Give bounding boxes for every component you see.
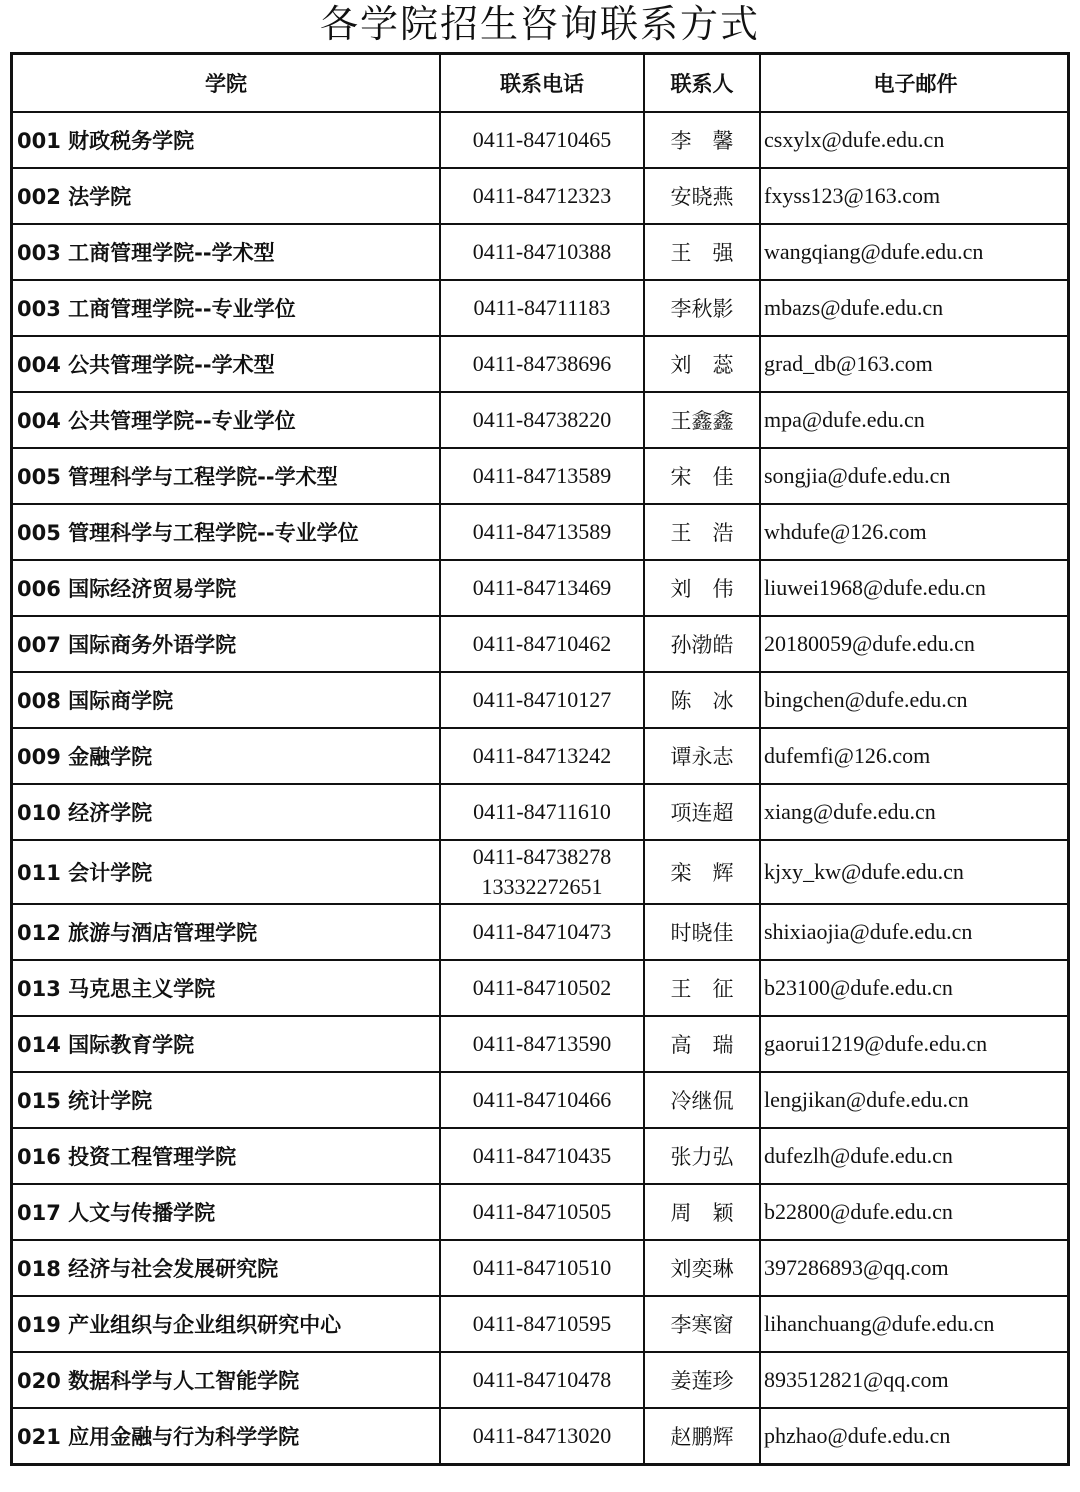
school-cell: 021 应用金融与行为科学学院: [12, 1408, 441, 1465]
school-cell: 015 统计学院: [12, 1072, 441, 1128]
table-row: [12, 904, 1069, 960]
contact-cell: 刘 伟: [644, 560, 760, 616]
phone-cell: [440, 904, 644, 960]
contact-cell: 周 颖: [644, 1184, 760, 1240]
phone-number: 0411-84738220: [472, 407, 612, 432]
header-contact: 联系人: [644, 54, 760, 113]
school-cell: 008 国际商学院: [12, 672, 441, 728]
table-row: [12, 728, 1069, 784]
contact-cell: 李秋影: [644, 280, 760, 336]
table-row: [12, 1128, 1069, 1184]
phone-cell: [440, 280, 644, 336]
school-cell: 009 金融学院: [12, 728, 441, 784]
school-cell: 018 经济与社会发展研究院: [12, 1240, 441, 1296]
table-row: [12, 560, 1069, 616]
phone-cell: [440, 672, 644, 728]
school-cell: 010 经济学院: [12, 784, 441, 840]
phone-cell: [440, 560, 644, 616]
phone-cell: [440, 1128, 644, 1184]
phone-cell: [440, 1352, 644, 1408]
school-cell: 012 旅游与酒店管理学院: [12, 904, 441, 960]
school-cell: 001 财政税务学院: [12, 112, 441, 168]
phone-cell: [440, 960, 644, 1016]
phone-cell: [440, 616, 644, 672]
phone-cell: [440, 1240, 644, 1296]
phone-cell: [440, 840, 644, 904]
table-row: [12, 1016, 1069, 1072]
phone-cell: [440, 448, 644, 504]
school-cell: 014 国际教育学院: [12, 1016, 441, 1072]
phone-number: 0411-84710388: [472, 239, 612, 264]
email-cell: bingchen@dufe.edu.cn: [760, 672, 1069, 728]
email-cell: xiang@dufe.edu.cn: [760, 784, 1069, 840]
email-cell: 397286893@qq.com: [760, 1240, 1069, 1296]
table-row: [12, 616, 1069, 672]
phone-number: 0411-84710595: [472, 1311, 612, 1336]
phone-cell: [440, 728, 644, 784]
email-cell: wangqiang@dufe.edu.cn: [760, 224, 1069, 280]
contact-cell: 谭永志: [644, 728, 760, 784]
contact-cell: 高 瑞: [644, 1016, 760, 1072]
contact-cell: 王鑫鑫: [644, 392, 760, 448]
table-row: [12, 336, 1069, 392]
contact-cell: 孙渤皓: [644, 616, 760, 672]
table-row: [12, 1240, 1069, 1296]
contact-cell: 刘奕琳: [644, 1240, 760, 1296]
email-cell: mpa@dufe.edu.cn: [760, 392, 1069, 448]
contact-cell: 项连超: [644, 784, 760, 840]
school-cell: 003 工商管理学院--学术型: [12, 224, 441, 280]
table-row: [12, 504, 1069, 560]
school-cell: 002 法学院: [12, 168, 441, 224]
phone-cell: [440, 504, 644, 560]
contact-cell: 陈 冰: [644, 672, 760, 728]
contact-cell: 时晓佳: [644, 904, 760, 960]
table-row: [12, 960, 1069, 1016]
email-cell: lihanchuang@dufe.edu.cn: [760, 1296, 1069, 1352]
contact-cell: 王 征: [644, 960, 760, 1016]
phone-cell: [440, 784, 644, 840]
phone-cell: [440, 1408, 644, 1465]
table-row: [12, 168, 1069, 224]
phone-number: 0411-84713589: [472, 463, 612, 488]
phone-number: 0411-84738278: [472, 844, 612, 869]
table-row: [12, 392, 1069, 448]
phone-number: 0411-84713469: [472, 575, 612, 600]
school-cell: 004 公共管理学院--专业学位: [12, 392, 441, 448]
table-row: [12, 672, 1069, 728]
school-cell: 017 人文与传播学院: [12, 1184, 441, 1240]
phone-number: 0411-84713242: [472, 743, 612, 768]
email-cell: b22800@dufe.edu.cn: [760, 1184, 1069, 1240]
phone-number: 0411-84713590: [472, 1031, 612, 1056]
school-cell: 007 国际商务外语学院: [12, 616, 441, 672]
contact-cell: 安晓燕: [644, 168, 760, 224]
email-cell: fxyss123@163.com: [760, 168, 1069, 224]
table-row: [12, 1296, 1069, 1352]
school-cell: 020 数据科学与人工智能学院: [12, 1352, 441, 1408]
school-cell: 005 管理科学与工程学院--专业学位: [12, 504, 441, 560]
phone-number: 0411-84710478: [472, 1367, 612, 1392]
school-cell: 003 工商管理学院--专业学位: [12, 280, 441, 336]
header-school: 学院: [12, 54, 441, 113]
email-cell: gaorui1219@dufe.edu.cn: [760, 1016, 1069, 1072]
table-row: [12, 1408, 1069, 1465]
table-row: [12, 1352, 1069, 1408]
table-row: [12, 280, 1069, 336]
phone-cell: [440, 392, 644, 448]
phone-number: 0411-84710127: [472, 687, 612, 712]
phone-cell: [440, 1072, 644, 1128]
school-cell: 005 管理科学与工程学院--学术型: [12, 448, 441, 504]
email-cell: csxylx@dufe.edu.cn: [760, 112, 1069, 168]
contact-cell: 栾 辉: [644, 840, 760, 904]
school-cell: 016 投资工程管理学院: [12, 1128, 441, 1184]
table-row: [12, 448, 1069, 504]
contact-cell: 李寒窗: [644, 1296, 760, 1352]
phone-number: 0411-84710466: [472, 1087, 612, 1112]
email-cell: lengjikan@dufe.edu.cn: [760, 1072, 1069, 1128]
contact-cell: 李 馨: [644, 112, 760, 168]
school-cell: 006 国际经济贸易学院: [12, 560, 441, 616]
email-cell: b23100@dufe.edu.cn: [760, 960, 1069, 1016]
phone-number: 0411-84710473: [472, 919, 612, 944]
table-row: [12, 1072, 1069, 1128]
school-cell: 011 会计学院: [12, 840, 441, 904]
contact-cell: 宋 佳: [644, 448, 760, 504]
email-cell: phzhao@dufe.edu.cn: [760, 1408, 1069, 1465]
contact-table: [10, 52, 1070, 1466]
email-cell: 893512821@qq.com: [760, 1352, 1069, 1408]
table-row: [12, 840, 1069, 904]
email-cell: kjxy_kw@dufe.edu.cn: [760, 840, 1069, 904]
school-cell: 004 公共管理学院--学术型: [12, 336, 441, 392]
table-row: [12, 784, 1069, 840]
table-header-row: [12, 54, 1069, 113]
phone-cell: [440, 224, 644, 280]
contact-cell: 冷继侃: [644, 1072, 760, 1128]
contact-cell: 刘 蕊: [644, 336, 760, 392]
email-cell: whdufe@126.com: [760, 504, 1069, 560]
table-row: [12, 1184, 1069, 1240]
phone-number: 13332272651: [481, 874, 603, 899]
phone-number: 0411-84711183: [473, 295, 611, 320]
email-cell: grad_db@163.com: [760, 336, 1069, 392]
school-cell: 019 产业组织与企业组织研究中心: [12, 1296, 441, 1352]
email-cell: mbazs@dufe.edu.cn: [760, 280, 1069, 336]
phone-cell: [440, 1184, 644, 1240]
phone-cell: [440, 1016, 644, 1072]
contact-cell: 王 强: [644, 224, 760, 280]
phone-number: 0411-84713020: [472, 1423, 612, 1448]
email-cell: 20180059@dufe.edu.cn: [760, 616, 1069, 672]
phone-number: 0411-84738696: [472, 351, 612, 376]
phone-number: 0411-84710462: [472, 631, 612, 656]
contact-cell: 姜莲珍: [644, 1352, 760, 1408]
email-cell: shixiaojia@dufe.edu.cn: [760, 904, 1069, 960]
table-row: [12, 224, 1069, 280]
header-email: 电子邮件: [760, 54, 1069, 113]
page-title: 各学院招生咨询联系方式: [319, 2, 760, 46]
contact-cell: 张力弘: [644, 1128, 760, 1184]
email-cell: dufemfi@126.com: [760, 728, 1069, 784]
phone-number: 0411-84710510: [472, 1255, 612, 1280]
phone-number: 0411-84711610: [473, 799, 611, 824]
phone-number: 0411-84713589: [472, 519, 612, 544]
school-cell: 013 马克思主义学院: [12, 960, 441, 1016]
phone-number: 0411-84712323: [472, 183, 612, 208]
phone-cell: [440, 1296, 644, 1352]
email-cell: songjia@dufe.edu.cn: [760, 448, 1069, 504]
phone-number: 0411-84710465: [472, 127, 612, 152]
contact-cell: 王 浩: [644, 504, 760, 560]
table-row: [12, 112, 1069, 168]
header-phone: 联系电话: [440, 54, 644, 113]
phone-number: 0411-84710502: [472, 975, 612, 1000]
phone-number: 0411-84710505: [472, 1199, 612, 1224]
phone-number: 0411-84710435: [472, 1143, 612, 1168]
email-cell: liuwei1968@dufe.edu.cn: [760, 560, 1069, 616]
email-cell: dufezlh@dufe.edu.cn: [760, 1128, 1069, 1184]
phone-cell: [440, 336, 644, 392]
contact-cell: 赵鹏辉: [644, 1408, 760, 1465]
table-body: [12, 112, 1069, 1465]
phone-cell: [440, 168, 644, 224]
phone-cell: [440, 112, 644, 168]
